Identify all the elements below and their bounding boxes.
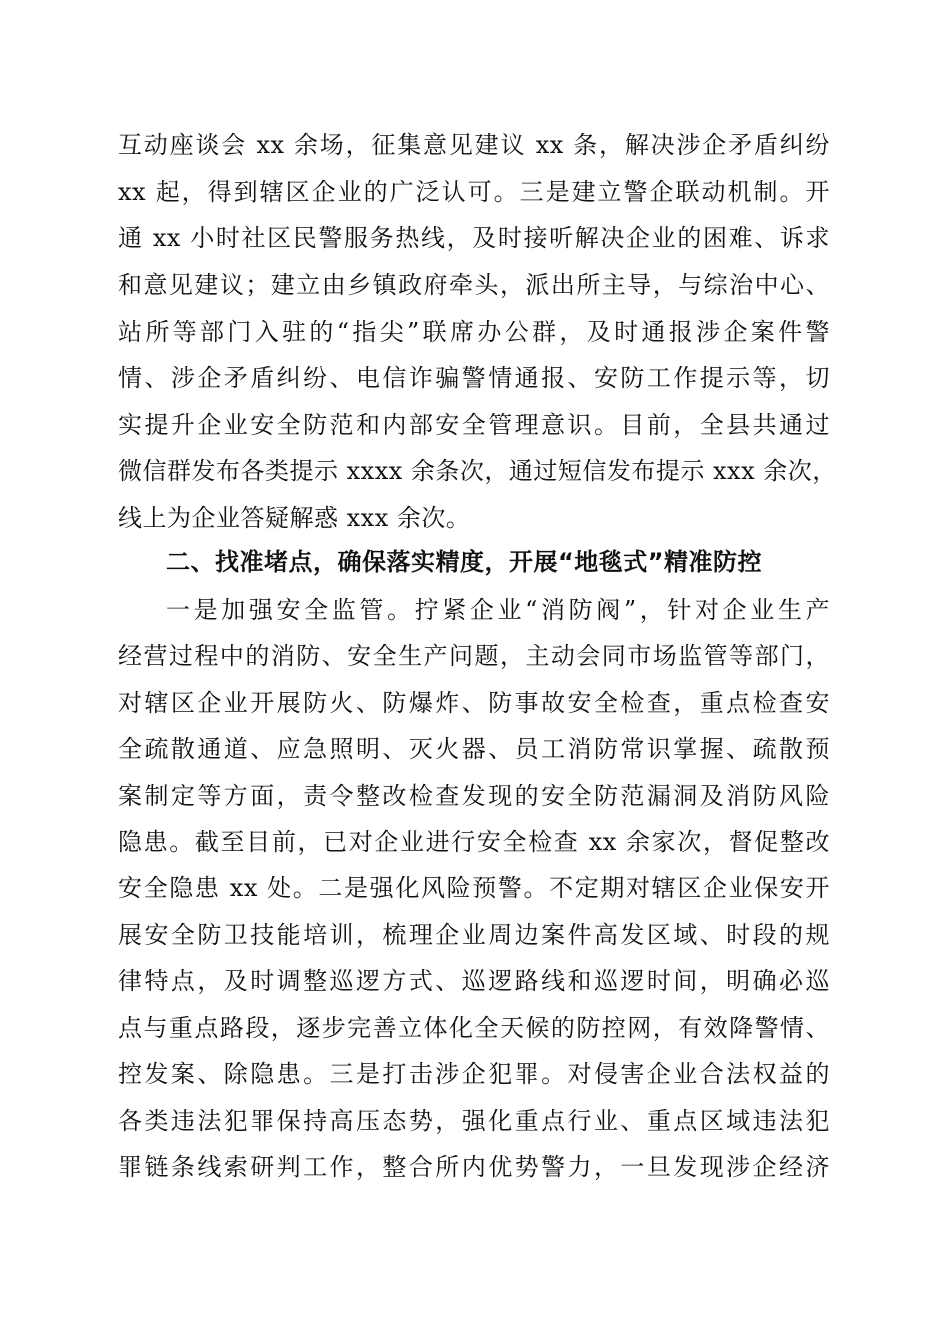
text-line: 律特点，及时调整巡逻方式、巡逻路线和巡逻时间，明确必巡 [118, 967, 830, 995]
text-line: 控发案、除隐患。三是打击涉企犯罪。对侵害企业合法权益的 [118, 1060, 830, 1088]
section-heading: 二、找准堵点，确保落实精度，开展“地毯式”精准防控 [166, 548, 763, 576]
text-line: 和意见建议；建立由乡镇政府牵头，派出所主导，与综治中心、 [118, 271, 830, 299]
text-line: 经营过程中的消防、安全生产问题，主动会同市场监管等部门， [118, 642, 830, 670]
text-line: 线上为企业答疑解惑 xxx 余次。 [118, 504, 471, 532]
text-line: 罪链条线索研判工作，整合所内优势警力，一旦发现涉企经济 [118, 1153, 830, 1181]
text-line: 互动座谈会 xx 余场，征集意见建议 xx 条，解决涉企矛盾纠纷 [118, 131, 830, 159]
text-line: 案制定等方面，责令整改检查发现的安全防范漏洞及消防风险 [118, 782, 830, 810]
text-line: 情、涉企矛盾纠纷、电信诈骗警情通报、安防工作提示等，切 [118, 364, 830, 392]
text-line: 安全隐患 xx 处。二是强化风险预警。不定期对辖区企业保安开 [118, 874, 830, 902]
text-line: 全疏散通道、应急照明、灭火器、员工消防常识掌握、疏散预 [118, 735, 830, 763]
text-line: 站所等部门入驻的“指尖”联席办公群，及时通报涉企案件警 [118, 318, 830, 346]
text-line: xx 起，得到辖区企业的广泛认可。三是建立警企联动机制。开 [118, 178, 830, 206]
text-line: 各类违法犯罪保持高压态势，强化重点行业、重点区域违法犯 [118, 1107, 830, 1135]
text-line: 微信群发布各类提示 xxxx 余条次，通过短信发布提示 xxx 余次， [118, 457, 837, 485]
text-line: 展安全防卫技能培训，梳理企业周边案件高发区域、时段的规 [118, 921, 830, 949]
text-line: 实提升企业安全防范和内部安全管理意识。目前，全县共通过 [118, 411, 830, 439]
text-line: 隐患。截至目前，已对企业进行安全检查 xx 余家次，督促整改 [118, 828, 830, 856]
text-line: 一是加强安全监管。拧紧企业“消防阀”，针对企业生产 [166, 596, 830, 624]
text-line: 对辖区企业开展防火、防爆炸、防事故安全检查，重点检查安 [118, 689, 830, 717]
text-line: 点与重点路段，逐步完善立体化全天候的防控网，有效降警情、 [118, 1014, 830, 1042]
text-line: 通 xx 小时社区民警服务热线，及时接听解决企业的困难、诉求 [118, 224, 830, 252]
